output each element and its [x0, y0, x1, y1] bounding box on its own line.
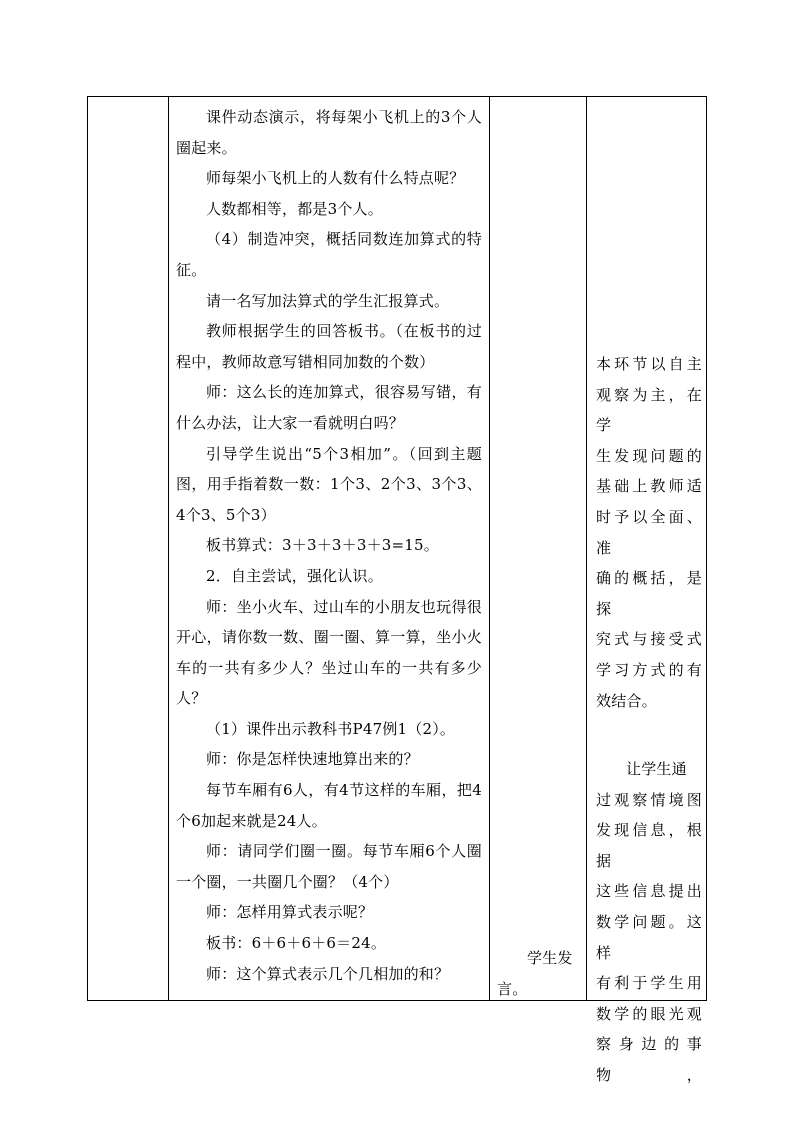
note-line: 确的概括，是探	[596, 569, 702, 618]
note-line: 观察为主，在学	[596, 385, 702, 435]
note-line: 数学的眼光观	[596, 1004, 702, 1023]
content-paragraph: 人数都相等，都是3个人。	[206, 199, 383, 218]
note-line: 学习方式的有	[596, 660, 702, 679]
content-paragraph: 2．自主尝试，强化认识。	[206, 566, 383, 585]
content-paragraph: 课件动态演示，将每架小飞机上的3个人圈起来。	[176, 108, 482, 157]
note-line: 过观察情境图	[596, 790, 702, 809]
column-teaching-content	[170, 97, 488, 1000]
design-note-1	[596, 349, 702, 716]
note-line: 基础上教师适	[596, 477, 702, 496]
note-line: 时予以全面、准	[596, 507, 702, 557]
column-stage	[88, 97, 168, 1000]
content-paragraph: 每节车厢有6人，有4节这样的车厢，把4个6加起来就是24人。	[176, 781, 482, 830]
note-line: 察身边的事物，	[596, 1035, 702, 1084]
content-paragraph: 师：这个算式表示几个几相加的和？	[206, 964, 450, 983]
design-note-2	[596, 754, 702, 1091]
note-line: 有利于学生用	[596, 974, 702, 993]
content-paragraph: 师：这么长的连加算式，很容易写错，有什么办法，让大家一看就明白吗？	[176, 383, 482, 432]
note-line: 数学问题。这样	[596, 912, 702, 962]
content-paragraph: 师：坐小火车、过山车的小朋友也玩得很开心，请你数一数、圈一圈、算一算，坐小火车的一共有多少人？坐过山车的一共有多少人？	[176, 597, 482, 708]
note-line: 本环节以自主	[596, 355, 702, 373]
note-line: 发现信息，根据	[596, 821, 702, 870]
content-paragraph: 引导学生说出“5个3相加”。（回到主题图，用手指着数一数：1个3、2个3、3个3、4个3、5个3）	[176, 444, 482, 524]
content-paragraph: 师：你是怎样快速地算出来的？	[206, 750, 419, 769]
student-activity-line: 言。	[497, 979, 528, 998]
note-line: 让学生通	[626, 760, 687, 778]
column-student-activity	[491, 97, 588, 1000]
content-paragraph: 师：请同学们圈一圈。每节车厢6个人圈一个圈，一共圈几个圈？（4个）	[176, 842, 482, 891]
note-line: 效结合。	[596, 691, 657, 710]
content-paragraph: 请一名写加法算式的学生汇报算式。	[206, 291, 450, 310]
content-paragraph: 师每架小飞机上的人数有什么特点呢？	[206, 169, 465, 188]
student-activity-line: 学生发	[527, 949, 573, 967]
note-line: 究式与接受式	[596, 630, 702, 649]
note-line: 这些信息提出	[596, 882, 702, 901]
student-activity-text	[497, 943, 585, 1004]
content-paragraph: （4）制造冲突，概括同数连加算式的特征。	[176, 230, 482, 279]
note-line: 生发现问题的	[596, 446, 702, 465]
content-paragraph: 板书：6＋6＋6＋6＝24。	[206, 934, 387, 953]
lesson-table	[87, 96, 707, 1084]
column-design-intent	[588, 97, 708, 1084]
content-paragraph: 板书算式：3＋3＋3＋3＋3=15。	[206, 536, 439, 555]
content-paragraph: 教师根据学生的回答板书。（在板书的过程中，教师故意写错相同加数的个数）	[176, 322, 482, 371]
column-divider-1	[168, 97, 169, 1000]
content-paragraph: 师：怎样用算式表示呢？	[206, 903, 374, 922]
content-paragraph: （1）课件出示教科书P47例1（2）。	[206, 719, 456, 738]
column-divider-2	[489, 97, 490, 1000]
